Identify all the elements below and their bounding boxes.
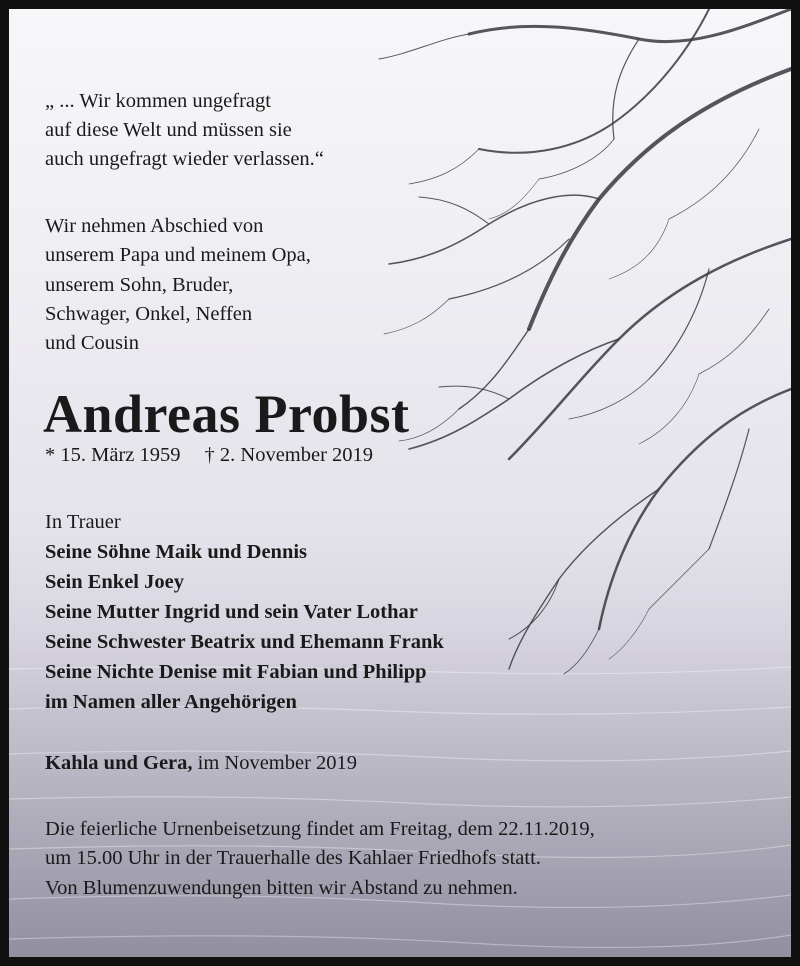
intro-line: Wir nehmen Abschied von: [45, 215, 264, 237]
deceased-name: Andreas Probst: [43, 384, 410, 444]
quote-line: auch ungefragt wieder verlassen.“: [45, 148, 324, 170]
quote-line: „ ... Wir kommen ungefragt: [45, 90, 271, 112]
notice-line: um 15.00 Uhr in der Trauerhalle des Kahlaer Friedhofs statt.: [45, 847, 541, 870]
place-location: Kahla und Gera,: [45, 752, 193, 774]
notice-line: Die feierliche Urnenbeisetzung findet am Freitag, dem 22.11.2019,: [45, 818, 595, 840]
life-dates: [45, 441, 373, 469]
mourner-line: Seine Nichte Denise mit Fabian und Philipp: [45, 661, 427, 683]
quote-text: [45, 87, 324, 174]
intro-line: Schwager, Onkel, Neffen: [45, 302, 253, 325]
obituary-content: [9, 9, 791, 957]
funeral-notice: [45, 815, 595, 903]
mourner-line: Seine Söhne Maik und Dennis: [45, 541, 308, 563]
mourner-line: Seine Mutter Ingrid und sein Vater Lothar: [45, 601, 418, 623]
place-and-date: [45, 749, 357, 777]
mourner-line: Sein Enkel Joey: [45, 571, 184, 593]
intro-line: und Cousin: [45, 332, 139, 355]
notice-line: Von Blumenzuwendungen bitten wir Abstand zu nehmen.: [45, 876, 518, 899]
intro-line: unserem Sohn, Bruder,: [45, 273, 234, 296]
birth-date: * 15. März 1959: [45, 444, 181, 466]
farewell-intro: [45, 212, 311, 358]
place-date: im November 2019: [197, 752, 358, 774]
death-date: † 2. November 2019: [204, 444, 374, 466]
mourners-list: [45, 507, 444, 717]
mourners-heading: In Trauer: [45, 511, 121, 533]
mourner-line: Seine Schwester Beatrix und Ehemann Frank: [45, 631, 444, 653]
mourner-line: im Namen aller Angehörigen: [45, 691, 297, 713]
intro-line: unserem Papa und meinem Opa,: [45, 244, 311, 267]
quote-line: auf diese Welt und müssen sie: [45, 119, 292, 141]
